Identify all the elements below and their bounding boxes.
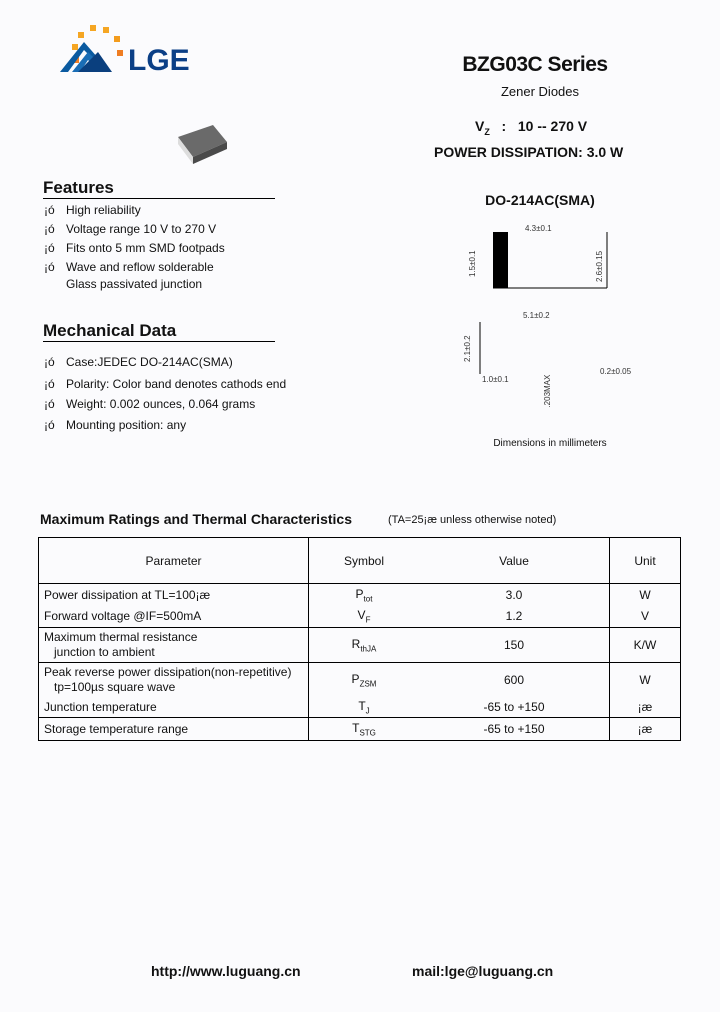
company-logo xyxy=(58,22,238,97)
header-symbol: Symbol xyxy=(343,553,384,568)
dim-length: 5.1±0.2 xyxy=(523,311,550,320)
mechanical-item: ¡ó Mounting position: any xyxy=(44,418,187,432)
dim-max: 0.203MAX xyxy=(543,374,552,407)
value: 3.0 xyxy=(419,584,610,606)
part-title: BZG03C Series xyxy=(462,53,608,76)
param: Peak reverse power dissipation(non-repetitive) tp=100µs square wave xyxy=(39,663,309,697)
feature-item: ¡ó Fits onto 5 mm SMD footpads xyxy=(44,241,225,255)
dim-width: 4.3±0.1 xyxy=(525,224,552,233)
dimension-caption: Dimensions in millimeters xyxy=(493,438,607,449)
table-row xyxy=(39,718,681,741)
feature-item: ¡ó Wave and reflow solderable xyxy=(44,260,214,274)
unit: ¡æ xyxy=(637,722,653,736)
dimension-drawing xyxy=(460,222,650,412)
dim-lead-thick: 0.2±0.05 xyxy=(600,367,632,376)
param: Maximum thermal resistance junction to ambient xyxy=(39,628,309,663)
param: Storage temperature range xyxy=(39,718,309,741)
component-image xyxy=(175,122,230,172)
value: 1.2 xyxy=(419,606,610,628)
dim-band: 1.5±0.1 xyxy=(468,250,477,277)
mechanical-heading: Mechanical Data xyxy=(43,321,275,342)
feature-item: ¡ó High reliability xyxy=(44,203,141,217)
header-value: Value xyxy=(419,538,610,584)
mechanical-item: ¡ó Weight: 0.002 ounces, 0.064 grams xyxy=(44,397,256,411)
symbol: $T_{STG}$ xyxy=(352,720,376,738)
email-link[interactable]: mail:lge@luguang.cn xyxy=(412,963,554,979)
feature-item: Glass passivated junction xyxy=(66,277,203,291)
symbol: $R_{thJA}$ xyxy=(351,636,377,654)
header-parameter: Parameter xyxy=(39,538,309,584)
unit: V xyxy=(640,609,649,624)
symbol: $T_J$ xyxy=(358,698,370,715)
value: 600 xyxy=(419,663,610,697)
dim-lead: 1.0±0.1 xyxy=(482,375,509,384)
param: Power dissipation at TL=100¡æ xyxy=(39,584,309,606)
dim-height: 2.6±0.15 xyxy=(595,250,604,282)
param: Junction temperature xyxy=(39,697,309,718)
power-dissipation: POWER DISSIPATION: 3.0 W xyxy=(434,144,624,160)
website-link[interactable]: http://www.luguang.cn xyxy=(151,963,301,979)
symbol: $V_F$ xyxy=(357,608,371,625)
table-row xyxy=(39,584,681,606)
table-row xyxy=(39,606,681,628)
ratings-table xyxy=(38,537,681,741)
unit: ¡æ xyxy=(637,699,653,714)
value: -65 to +150 xyxy=(419,718,610,741)
mechanical-item: ¡ó Polarity: Color band denotes cathods end xyxy=(44,377,287,391)
svg-text:LGE: LGE xyxy=(128,44,190,77)
part-subtitle: Zener Diodes xyxy=(500,84,580,99)
features-heading: Features xyxy=(43,178,275,199)
unit: W xyxy=(639,672,651,687)
dim-thickness: 2.1±0.2 xyxy=(463,335,472,362)
ratings-note: (TA=25¡æ unless otherwise noted) xyxy=(388,514,557,526)
feature-item: ¡ó Voltage range 10 V to 270 V xyxy=(44,222,217,236)
table-row xyxy=(39,697,681,718)
unit: W xyxy=(639,587,651,602)
table-row xyxy=(39,663,681,697)
table-header-row xyxy=(39,538,681,584)
header-unit: Unit xyxy=(634,553,656,568)
table-row xyxy=(39,628,681,663)
param: Forward voltage @IF=500mA xyxy=(39,606,309,628)
vz-range: $V_Z$ : 10 -- 270 V xyxy=(475,118,588,137)
mechanical-item: ¡ó Case:JEDEC DO-214AC(SMA) xyxy=(44,355,233,369)
value: 150 xyxy=(419,628,610,663)
unit: K/W xyxy=(633,638,657,652)
package-name: DO-214AC(SMA) xyxy=(485,192,595,208)
symbol: $P_{tot}$ xyxy=(355,586,373,603)
symbol: $P_{ZSM}$ xyxy=(351,671,377,688)
value: -65 to +150 xyxy=(419,697,610,718)
ratings-heading: Maximum Ratings and Thermal Characteristics xyxy=(40,511,352,527)
